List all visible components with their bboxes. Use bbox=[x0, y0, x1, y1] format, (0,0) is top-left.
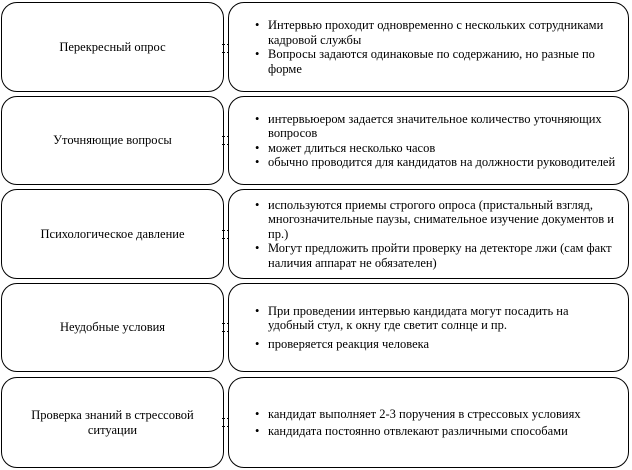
bullet-item: • Могут предложить пройти проверку на детекторе лжи (сам факт наличия аппарат не обязателен) bbox=[255, 241, 616, 270]
method-box-stress-knowledge-test bbox=[1, 377, 224, 468]
description-box-psychological-pressure bbox=[228, 189, 629, 279]
bullet-item: • используются приемы строгого опроса (пристальный взгляд, многозначительные паузы, снимательное изучение документов и пр.) bbox=[255, 198, 616, 242]
method-title: Психологическое давление bbox=[40, 226, 185, 241]
bullet-item: • кандидат выполняет 2-3 поручения в стрессовых условиях bbox=[255, 407, 616, 422]
bullet-list bbox=[255, 407, 616, 438]
description-box-cross-interview bbox=[228, 2, 629, 92]
bullet-item: • проверяется реакция человека bbox=[255, 337, 616, 352]
bullet-item: • При проведении интервью кандидата могут посадить на удобный стул, к окну где светит солнце и пр. bbox=[255, 304, 616, 333]
description-box-stress-knowledge-test bbox=[228, 377, 629, 468]
description-box-clarifying-questions bbox=[228, 96, 629, 185]
method-title: Перекресный опрос bbox=[59, 39, 166, 54]
method-box-psychological-pressure bbox=[1, 189, 224, 279]
method-title: Неудобные условия bbox=[59, 320, 166, 334]
method-box-uncomfortable-conditions bbox=[1, 283, 224, 372]
bullet-item: • кандидата постоянно отвлекают различными способами bbox=[255, 424, 616, 439]
bullet-list bbox=[255, 18, 616, 76]
bullet-item: • может длиться несколько часов bbox=[255, 141, 616, 156]
bullet-item: • интервьюером задается значительное количество уточняющих вопросов bbox=[255, 112, 616, 141]
bullet-list bbox=[255, 304, 616, 352]
method-box-cross-interview bbox=[1, 2, 224, 92]
method-title: Проверка знаний в стрессовой ситуации bbox=[31, 407, 194, 437]
method-title: Уточняющие вопросы bbox=[53, 133, 172, 147]
method-box-clarifying-questions bbox=[1, 96, 224, 185]
bullet-item: • Интервью проходит одновременно с нескольких сотрудниками кадровой службы bbox=[255, 18, 616, 47]
bullet-list bbox=[255, 198, 616, 271]
bullet-list bbox=[255, 112, 616, 170]
description-box-uncomfortable-conditions bbox=[228, 283, 629, 372]
bullet-item: • Вопросы задаются одинаковые по содержанию, но разные по форме bbox=[255, 47, 616, 76]
bullet-item: • обычно проводится для кандидатов на должности руководителей bbox=[255, 155, 616, 170]
